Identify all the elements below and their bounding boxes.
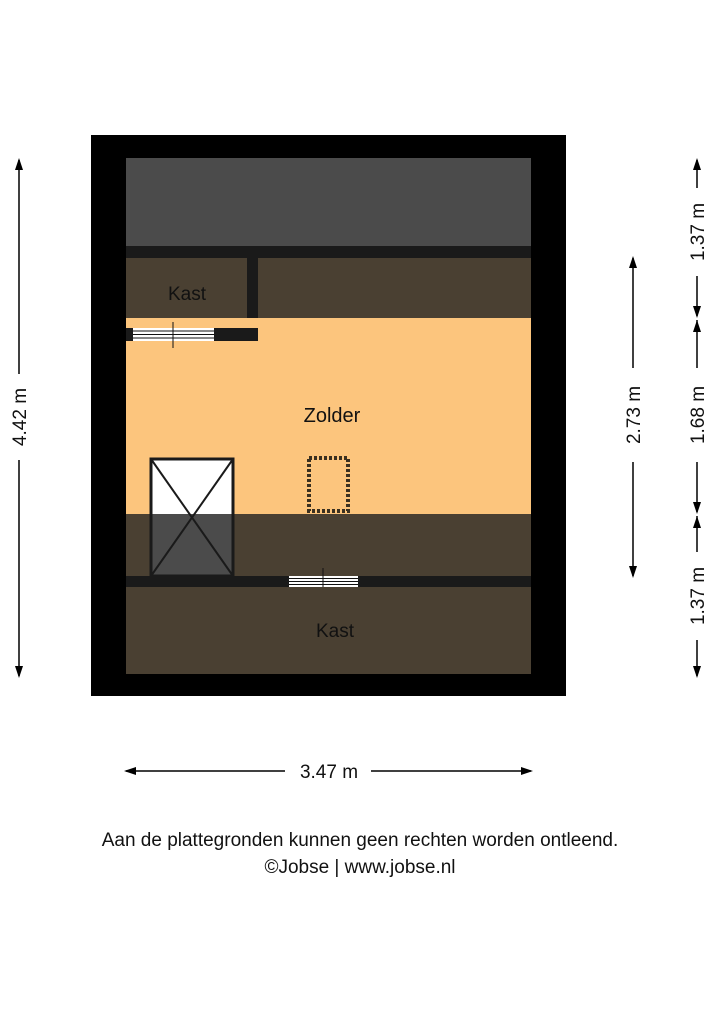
low-ceiling-zone	[126, 158, 531, 246]
kast-bottom-edge	[126, 318, 247, 328]
room-label-zolder: Zolder	[303, 405, 361, 427]
dimension-width	[124, 762, 533, 783]
stair-opening	[151, 459, 233, 576]
dimension-label-inner: 2.73 m	[624, 385, 645, 445]
interior-wall-top	[126, 246, 531, 258]
dimension-inner	[624, 256, 645, 578]
dimension-label-right-middle: 1.68 m	[688, 385, 709, 445]
dimension-label-right-bottom: 1.37 m	[688, 566, 709, 626]
dimension-label-depth: 4.42 m	[10, 387, 31, 447]
room-label-kast-bottom: Kast	[315, 621, 355, 642]
storage-strip-top	[258, 258, 531, 318]
disclaimer-text: Aan de plattegronden kunnen geen rechten worden ontleend.	[101, 830, 619, 851]
dimension-depth	[10, 158, 31, 678]
dimension-label-width: 3.47 m	[299, 762, 359, 783]
room-label-kast-top: Kast	[167, 284, 207, 305]
credit-text: ©Jobse | www.jobse.nl	[264, 857, 456, 878]
dimension-label-right-top: 1.37 m	[688, 202, 709, 262]
dimension-right	[688, 158, 709, 678]
